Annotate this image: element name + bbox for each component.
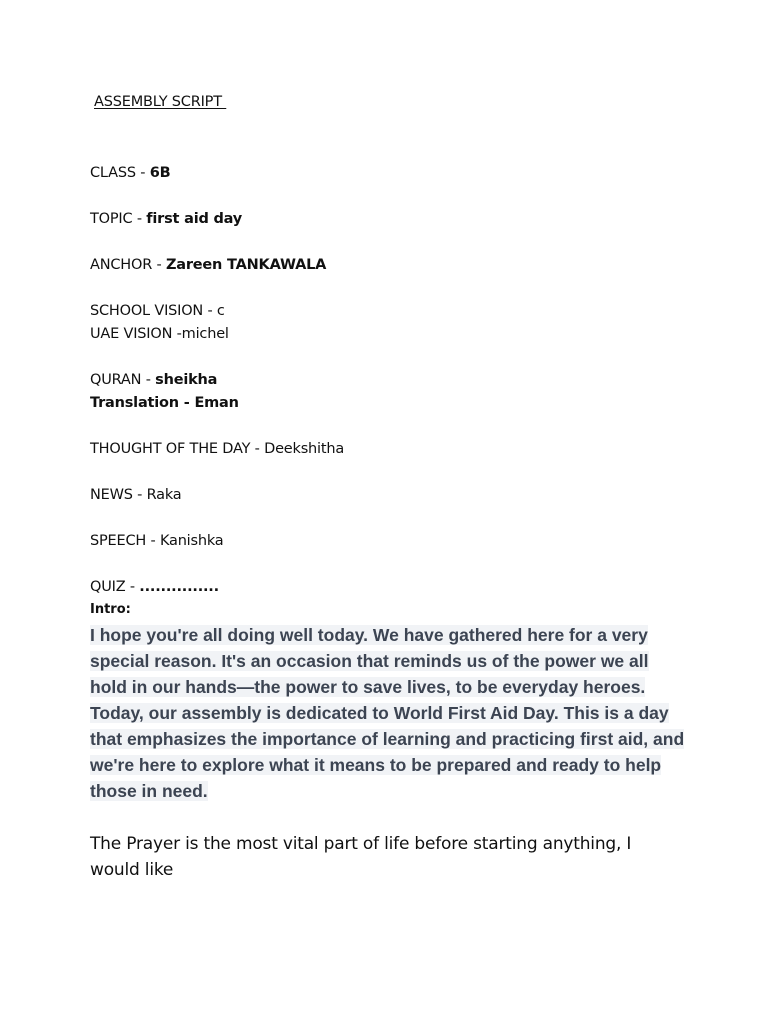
intro-label: Intro: [90, 602, 131, 617]
roster-thought: THOUGHT OF THE DAY - Deekshitha [90, 441, 345, 457]
document-title: ASSEMBLY SCRIPT [94, 94, 227, 110]
roster-news: NEWS - Raka [90, 487, 182, 503]
roster-speech: SPEECH - Kanishka [90, 533, 224, 549]
roster-label: ANCHOR - [90, 257, 166, 273]
roster-school-vision [90, 300, 690, 323]
roster-label: TOPIC - [90, 211, 147, 227]
roster-value: Zareen TANKAWALA [165, 257, 327, 273]
roster-quiz [90, 576, 690, 599]
roster-translation: Translation - Eman [90, 395, 239, 411]
roster-label: QURAN - [90, 372, 156, 388]
roster-label: QUIZ - [90, 579, 140, 595]
roster-value: first aid day [146, 211, 243, 227]
roster-label: UAE VISION -michel [90, 326, 229, 342]
roster-value: 6B [149, 165, 171, 181]
roster-value: sheikha [155, 372, 218, 388]
intro-paragraph [90, 622, 690, 804]
intro-text: I hope you're all doing well today. We have gathered here for a very special reason. It's an occasion that reminds us of the power we all hold in our hands—the power to save lives, to be everyday heroes. Today, our assembly is dedicated to World First Aid Day. This is a day that emphasizes the importance of learning and practicing first aid, and we're here to explore what it means to be prepared and ready to help those in need. [90, 625, 685, 801]
roster-value: ............... [139, 579, 219, 595]
roster-label: SCHOOL VISION - c [90, 303, 225, 319]
roster-class [90, 162, 690, 185]
roster-label: CLASS - [90, 165, 150, 181]
roster-uae-vision [90, 323, 690, 346]
prayer-paragraph: The Prayer is the most vital part of life before starting anything, I would like [90, 834, 632, 880]
roster-anchor [90, 254, 690, 277]
roster-topic [90, 208, 690, 231]
roster-quran [90, 369, 690, 392]
roster-list [90, 162, 690, 599]
